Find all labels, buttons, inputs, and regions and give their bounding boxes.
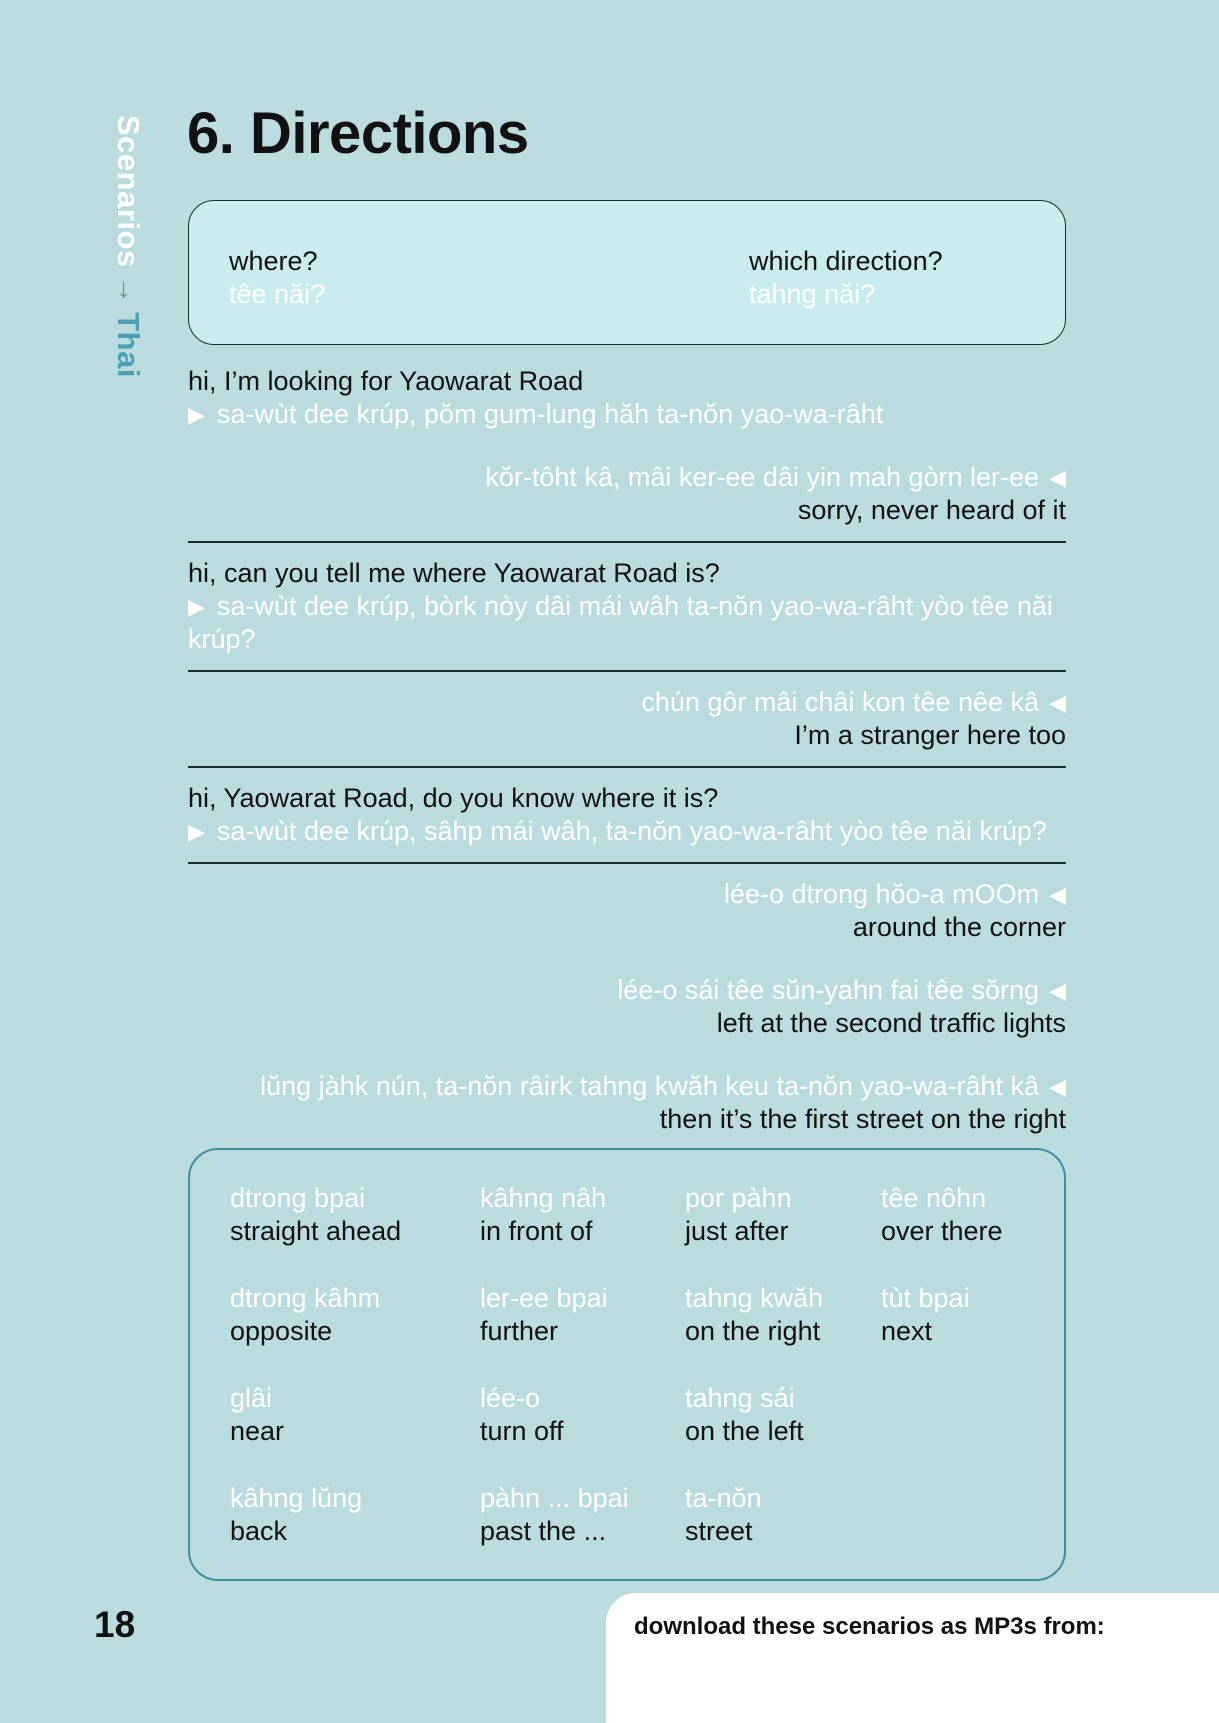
question-th: tahng năi? [749,279,876,309]
speaker-left-triangle-icon: ◀ [1049,465,1066,490]
phrase-en: hi, Yaowarat Road, do you know where it is? [188,783,719,813]
speaker-right-triangle-icon: ▶ [188,402,205,427]
phrase-en: hi, can you tell me where Yaowarat Road is? [188,558,720,588]
dialogue-line [188,974,1066,1048]
page-number: 18 [94,1604,136,1645]
phrase-th: lée-o sái têe sŭn-yahn fai têe sŏrng ◀ [617,975,1066,1005]
vocab-item: dtrong bpai straight ahead [230,1183,402,1246]
page-title: 6. Directions [187,101,529,166]
vocab-item: kâhng lŭng back [230,1483,363,1546]
vocab-item: ta-nŏn street [685,1483,762,1546]
phrase-th: chún gôr mâi châi kon têe nêe kâ ◀ [641,687,1066,717]
phrase-en: left at the second traffic lights [716,1008,1066,1038]
question-box [188,200,1066,345]
vocabulary-grid [230,1182,1061,1582]
speaker-left-triangle-icon: ◀ [1049,1074,1066,1099]
question-en: where? [229,246,318,276]
section-label: Scenarios [111,115,146,268]
question-which-direction [749,245,943,311]
phrase-th: lŭng jàhk nún, ta-nŏn râirk tahng kwăh keu ta-nŏn yao-wa-râht kâ ◀ [260,1071,1066,1101]
download-text: download these scenarios as MP3s from: [634,1613,1105,1640]
dialogue-line [188,686,1066,760]
vocab-item: tùt bpai next [881,1283,970,1346]
phrase-en: hi, I’m looking for Yaowarat Road [188,366,584,396]
vocab-item: têe nôhn over there [881,1183,1003,1246]
divider [188,670,1066,672]
question-th: têe năi? [229,279,326,309]
phrase-th: ▶ sa-wùt dee krúp, sâhp mái wâh, ta-nŏn yao-wa-râht yòo têe năi krúp? [188,816,1047,846]
dialogue-line [188,365,1066,439]
question-en: which direction? [749,246,943,276]
vocab-item: pàhn ... bpai past the ... [480,1483,629,1546]
phrase-en: I’m a stranger here too [794,720,1066,750]
vocab-item: kâhng nâh in front of [480,1183,607,1246]
vocab-item: por pàhn just after [685,1183,792,1246]
vocab-item: tahng sái on the left [685,1383,804,1446]
vocabulary-box [188,1148,1066,1581]
speaker-left-triangle-icon: ◀ [1049,690,1066,715]
section-side-label [110,115,146,378]
phrase-th: ▶ sa-wùt dee krúp, bòrk nòy dâi mái wâh ta-nŏn yao-wa-râht yòo têe năi krúp? [188,591,1053,654]
phrase-en: sorry, never heard of it [797,495,1066,525]
speaker-right-triangle-icon: ▶ [188,819,205,844]
vocab-item: tahng kwăh on the right [685,1283,824,1346]
phrase-en: then it’s the first street on the right [659,1104,1066,1134]
dialogue-line [188,557,1066,664]
arrow-right-icon: → [113,275,144,305]
dialogue-line [188,782,1066,856]
vocab-item [881,1482,1061,1582]
phrase-en: around the corner [852,912,1066,942]
divider [188,862,1066,864]
vocab-item: ler-ee bpai further [480,1283,608,1346]
dialogue [188,365,1066,1144]
download-bar [606,1593,1219,1723]
speaker-left-triangle-icon: ◀ [1049,978,1066,1003]
divider [188,541,1066,543]
dialogue-line [188,878,1066,952]
phrase-th: ▶ sa-wùt dee krúp, pŏm gum-lung hăh ta-nŏn yao-wa-râht [188,399,884,429]
speaker-right-triangle-icon: ▶ [188,594,205,619]
question-where [229,245,325,311]
vocab-item: lée-o turn off [480,1383,564,1446]
vocab-item [881,1382,1061,1482]
phrase-th: kŏr-tôht kâ, mâi ker-ee dâi yin mah gòrn ler-ee ◀ [485,462,1066,492]
divider [188,766,1066,768]
dialogue-line [188,1070,1066,1144]
vocab-item: dtrong kâhm opposite [230,1283,381,1346]
phrase-th: lée-o dtrong hŏo-a mOOm ◀ [723,879,1066,909]
vocab-item: glâi near [230,1383,285,1446]
dialogue-line [188,461,1066,535]
language-label: Thai [111,312,146,378]
speaker-left-triangle-icon: ◀ [1049,882,1066,907]
